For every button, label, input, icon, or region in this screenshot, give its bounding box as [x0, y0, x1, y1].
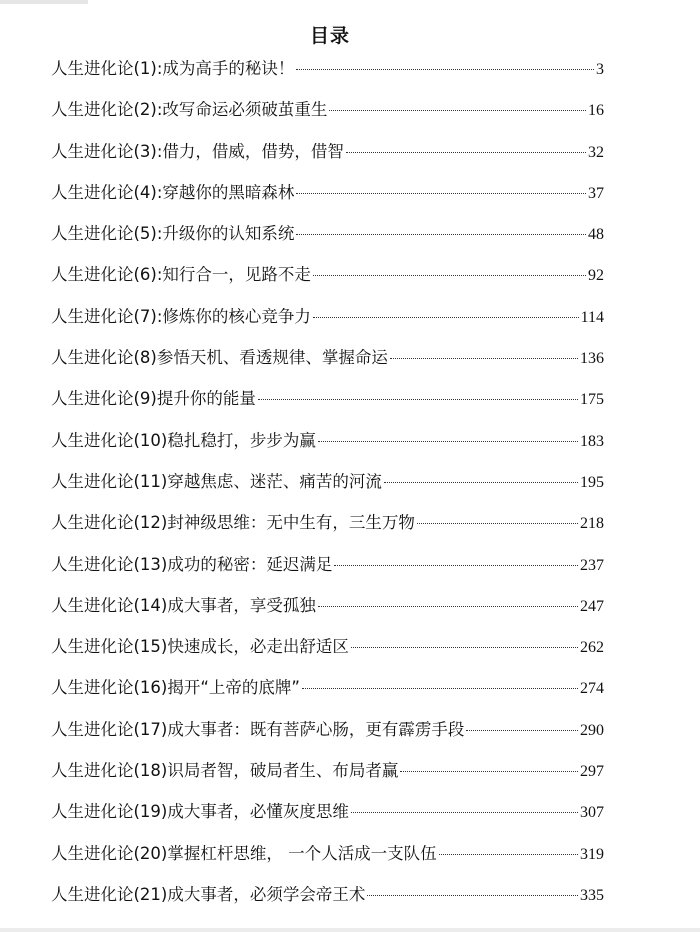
toc-entry[interactable] — [51, 378, 604, 419]
toc-entry-title: 人生进化论(14)成大事者，享受孤独 — [51, 595, 316, 615]
toc-entry-title: 人生进化论(4):穿越你的黑暗森林 — [51, 182, 295, 202]
dot-leader — [390, 357, 578, 359]
dot-leader — [313, 316, 579, 318]
toc-entry[interactable] — [51, 461, 604, 502]
dot-leader — [318, 440, 578, 442]
toc-entry[interactable] — [51, 172, 604, 213]
toc-entry-title: 人生进化论(9)提升你的能量 — [51, 389, 256, 409]
dot-leader — [384, 481, 578, 483]
toc-entry-page-number: 290 — [580, 721, 604, 739]
toc-list — [51, 48, 604, 915]
toc-entry-page-number: 297 — [580, 763, 604, 781]
dot-leader — [466, 729, 578, 731]
dot-leader — [400, 770, 578, 772]
toc-entry[interactable] — [51, 48, 604, 89]
dot-leader — [318, 605, 578, 607]
toc-entry-page-number: 175 — [580, 391, 604, 409]
toc-entry-title: 人生进化论(18)识局者智，破局者生、布局者赢 — [51, 761, 399, 781]
toc-entry[interactable] — [51, 89, 604, 130]
dot-leader — [439, 853, 578, 855]
dot-leader — [334, 564, 578, 566]
toc-entry[interactable] — [51, 502, 604, 543]
toc-entry-title: 人生进化论(16)揭开“上帝的底牌” — [51, 678, 300, 698]
toc-entry-page-number: 237 — [580, 556, 604, 574]
toc-entry[interactable] — [51, 626, 604, 667]
toc-entry-page-number: 218 — [580, 515, 604, 533]
dot-leader — [417, 522, 578, 524]
toc-entry[interactable] — [51, 213, 604, 254]
toc-entry-title: 人生进化论(6):知行合一，见路不走 — [51, 265, 311, 285]
toc-entry-title: 人生进化论(10)稳扎稳打，步步为赢 — [51, 430, 316, 450]
toc-entry-title: 人生进化论(8)参悟天机、看透规律、掌握命运 — [51, 348, 388, 368]
toc-entry-title: 人生进化论(17)成大事者：既有菩萨心肠，更有霹雳手段 — [51, 719, 465, 739]
toc-entry-page-number: 183 — [580, 432, 604, 450]
toc-entry[interactable] — [51, 585, 604, 626]
toc-entry-page-number: 16 — [588, 102, 604, 120]
toc-entry-title: 人生进化论(19)成大事者，必懂灰度思维 — [51, 802, 349, 822]
toc-entry[interactable] — [51, 420, 604, 461]
toc-entry[interactable] — [51, 296, 604, 337]
dot-leader — [258, 398, 578, 400]
toc-entry-title: 人生进化论(3):借力，借威，借势，借智 — [51, 141, 344, 161]
toc-entry-page-number: 274 — [580, 680, 604, 698]
toc-entry-page-number: 335 — [580, 886, 604, 904]
dot-leader — [296, 68, 594, 70]
dot-leader — [296, 233, 586, 235]
toc-entry[interactable] — [51, 791, 604, 832]
toc-entry-title: 人生进化论(12)封神级思维：无中生有，三生万物 — [51, 513, 415, 533]
toc-entry-title: 人生进化论(13)成功的秘密：延迟满足 — [51, 554, 333, 574]
toc-entry-page-number: 114 — [580, 308, 604, 326]
dot-leader — [313, 274, 586, 276]
toc-entry-title: 人生进化论(21)成大事者，必须学会帝王术 — [51, 884, 366, 904]
toc-entry-page-number: 136 — [580, 350, 604, 368]
toc-entry-page-number: 262 — [580, 639, 604, 657]
toc-entry-page-number: 195 — [580, 473, 604, 491]
toc-title: 目录 — [309, 24, 350, 47]
bottom-edge-strip — [0, 928, 700, 932]
dot-leader — [367, 894, 578, 896]
dot-leader — [329, 109, 586, 111]
toc-entry-title: 人生进化论(15)快速成长，必走出舒适区 — [51, 637, 349, 657]
toc-entry[interactable] — [51, 544, 604, 585]
toc-entry-title: 人生进化论(5):升级你的认知系统 — [51, 224, 295, 244]
dot-leader — [346, 151, 586, 153]
dot-leader — [351, 646, 578, 648]
toc-entry-title: 人生进化论(2):改写命运必须破茧重生 — [51, 100, 328, 120]
toc-entry-title: 人生进化论(1):成为高手的秘诀！ — [51, 59, 295, 78]
toc-entry-page-number: 319 — [580, 845, 604, 863]
dot-leader — [351, 811, 578, 813]
toc-entry[interactable] — [51, 337, 604, 378]
toc-entry-title: 人生进化论(11)穿越焦虑、迷茫、痛苦的河流 — [51, 471, 382, 491]
toc-entry[interactable] — [51, 667, 604, 708]
toc-entry[interactable] — [51, 750, 604, 791]
toc-entry[interactable] — [51, 254, 604, 295]
toc-entry-page-number: 32 — [588, 143, 604, 161]
toc-entry[interactable] — [51, 131, 604, 172]
toc-entry-page-number: 48 — [588, 226, 604, 244]
toc-entry-title: 人生进化论(7):修炼你的核心竞争力 — [51, 306, 311, 326]
toc-entry-page-number: 307 — [580, 804, 604, 822]
dot-leader — [302, 687, 578, 689]
toc-entry-page-number: 37 — [588, 184, 604, 202]
toc-entry-page-number: 92 — [588, 267, 604, 285]
toc-entry-page-number: 3 — [596, 61, 604, 78]
toc-entry-page-number: 247 — [580, 597, 604, 615]
toc-entry[interactable] — [51, 709, 604, 750]
dot-leader — [296, 192, 586, 194]
top-edge-strip — [0, 0, 88, 4]
toc-entry[interactable] — [51, 874, 604, 915]
toc-entry-title: 人生进化论(20)掌握杠杆思维， 一个人活成一支队伍 — [51, 843, 437, 863]
toc-entry[interactable] — [51, 833, 604, 874]
